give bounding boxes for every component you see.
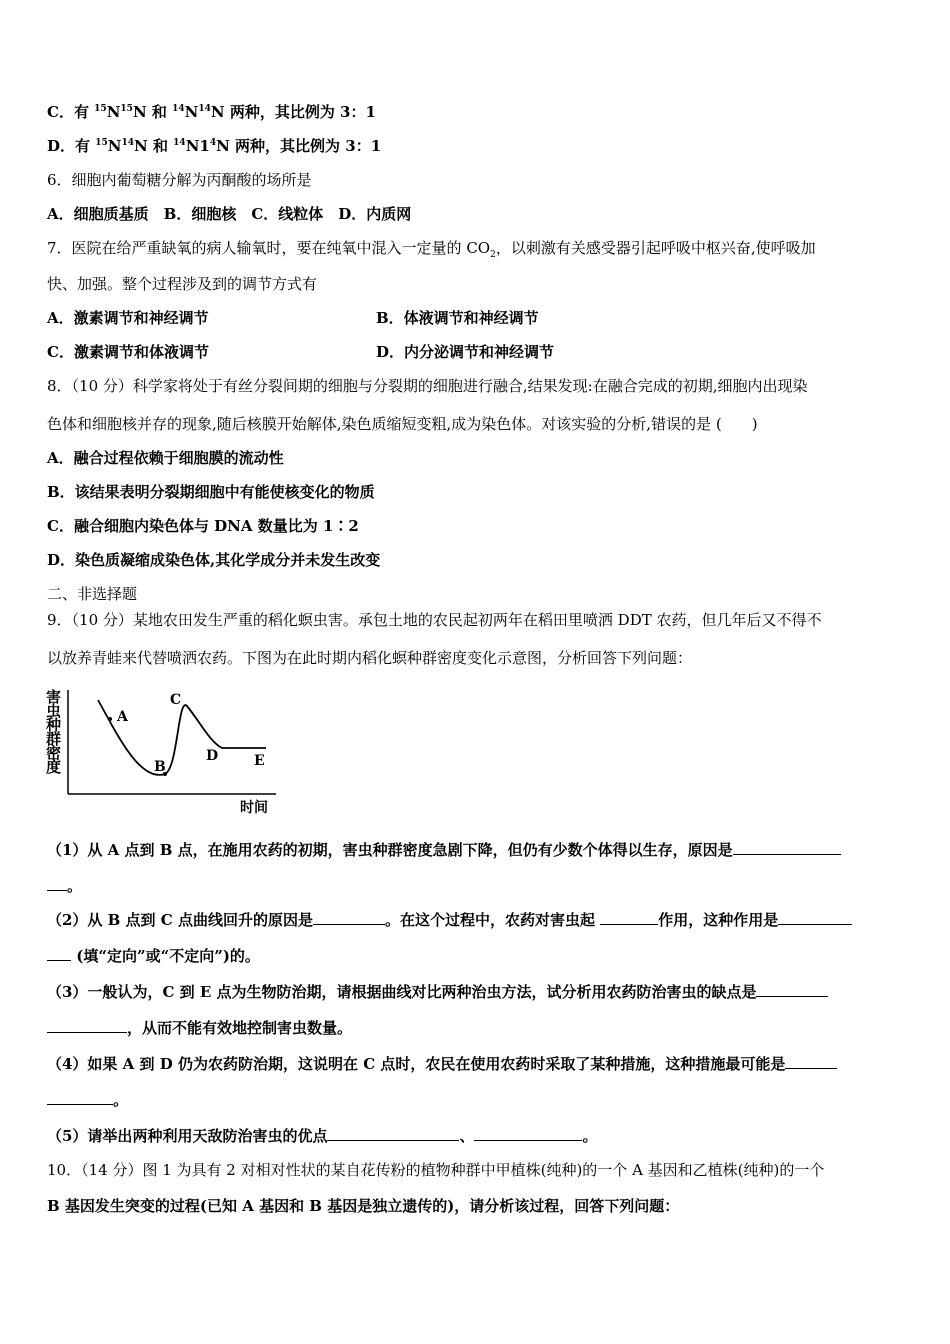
- question-9-line2: 以放养青蛙来代替喷洒农药。下图为在此时期内稻化螟种群密度变化示意图，分析回答下列问题：: [47, 649, 693, 667]
- y-axis-label: [45, 688, 61, 776]
- section-2-heading: 二、非选择题: [47, 585, 138, 603]
- option-5c: C．有 $^{15}N^{15}N$ 和 $^{14}N^{14}N$ 两种，其比例为 3：1: [47, 103, 376, 121]
- option-5d: D．有 $^{15}N^{14}N$ 和 $^{14}N1^4N$ 两种，其比例为 3：1: [47, 137, 382, 155]
- q7-option-b: B．体液调节和神经调节: [376, 309, 539, 327]
- question-9-part1-line2: 。: [47, 876, 82, 896]
- question-9-part5: （5）请举出两种利用天敌防治害虫的优点 、 。: [47, 1127, 598, 1145]
- q8-option-b: B．该结果表明分裂期细胞中有能使核变化的物质: [47, 483, 375, 501]
- question-7-line1: 7．医院在给严重缺氧的病人输氧时，要在纯氧中混入一定量的 $CO_2$，以刺激有关感受器引起呼吸中枢兴奋,使呼吸加: [47, 239, 816, 260]
- point-d-label: D: [206, 748, 219, 764]
- point-a-label: A: [117, 709, 128, 725]
- population-density-figure: [40, 686, 290, 818]
- ylabel-char: 害: [46, 688, 62, 706]
- question-9-part1-line1: （1）从 A 点到 B 点，在施用农药的初期，害虫种群密度急剧下降，但仍有少数个体得以生存，原因是: [47, 840, 841, 860]
- point-c-label: C: [170, 692, 182, 708]
- ylabel-char: 虫: [46, 702, 62, 720]
- point-b-label: B: [154, 759, 166, 775]
- question-9-part4-line1: （4）如果 A 到 D 仍为农药防治期，这说明在 C 点时，农民在使用农药时采取了某种措施，这种措施最可能是: [47, 1054, 837, 1074]
- question-8-line2: 色体和细胞核并存的现象,随后核膜开始解体,染色质缩短变粗,成为染色体。对该实验的分析,错误的是 ( ): [47, 415, 758, 433]
- point-a-marker: [108, 717, 112, 721]
- question-9-line1: 9．（10 分）某地农田发生严重的稻化螟虫害。承包土地的农民起初两年在稻田里喷洒 DDT 农药，但几年后又不得不: [47, 611, 822, 629]
- ylabel-char: 密: [46, 744, 62, 762]
- question-9-part2-line1: （2）从 B 点到 C 点曲线回升的原因是 。在这个过程中，农药对害虫起 作用，这种作用是: [47, 910, 852, 930]
- q8-option-d: D．染色质凝缩成染色体,其化学成分并未发生改变: [47, 551, 381, 569]
- question-6: 6．细胞内葡萄糖分解为丙酮酸的场所是: [47, 171, 312, 189]
- ylabel-char: 种: [46, 716, 62, 734]
- q7-option-c: C．激素调节和体液调节: [47, 343, 209, 361]
- q7-option-a: A．激素调节和神经调节: [47, 309, 209, 327]
- question-7-line2: 快、加强。整个过程涉及到的调节方式有: [47, 275, 318, 293]
- question-9-part3-line1: （3）一般认为，C 到 E 点为生物防治期，请根据曲线对比两种治虫方法，试分析用农药防治害虫的缺点是: [47, 982, 828, 1002]
- q7-option-d: D．内分泌调节和神经调节: [376, 343, 555, 361]
- ylabel-char: 群: [46, 730, 62, 748]
- question-9-part3-line2: ，从而不能有效地控制害虫数量。: [47, 1018, 352, 1038]
- question-6-options: A．细胞质基质 B．细胞核 C．线粒体 D．内质网: [47, 205, 412, 223]
- question-9-part4-line2: 。: [47, 1090, 128, 1110]
- ylabel-char: 度: [46, 758, 62, 776]
- q8-option-a: A．融合过程依赖于细胞膜的流动性: [47, 449, 284, 467]
- question-10-line1: 10．（14 分）图 1 为具有 2 对相对性状的某自花传粉的植物种群中甲植株(纯种)的一个 A 基因和乙植株(纯种)的一个: [47, 1161, 825, 1179]
- question-8-line1: 8．（10 分）科学家将处于有丝分裂间期的细胞与分裂期的细胞进行融合,结果发现:在融合完成的初期,细胞内出现染: [47, 377, 808, 395]
- point-e-label: E: [254, 753, 265, 769]
- x-axis-label: 时间: [240, 800, 268, 816]
- question-9-part2-line2: (填“定向”或“不定向”)的。: [47, 946, 260, 966]
- question-10-line2: B 基因发生突变的过程(已知 A 基因和 B 基因是独立遗传的)，请分析该过程，回答下列问题：: [47, 1197, 680, 1215]
- q8-option-c: C．融合细胞内染色体与 DNA 数量比为 1∶2: [47, 517, 359, 535]
